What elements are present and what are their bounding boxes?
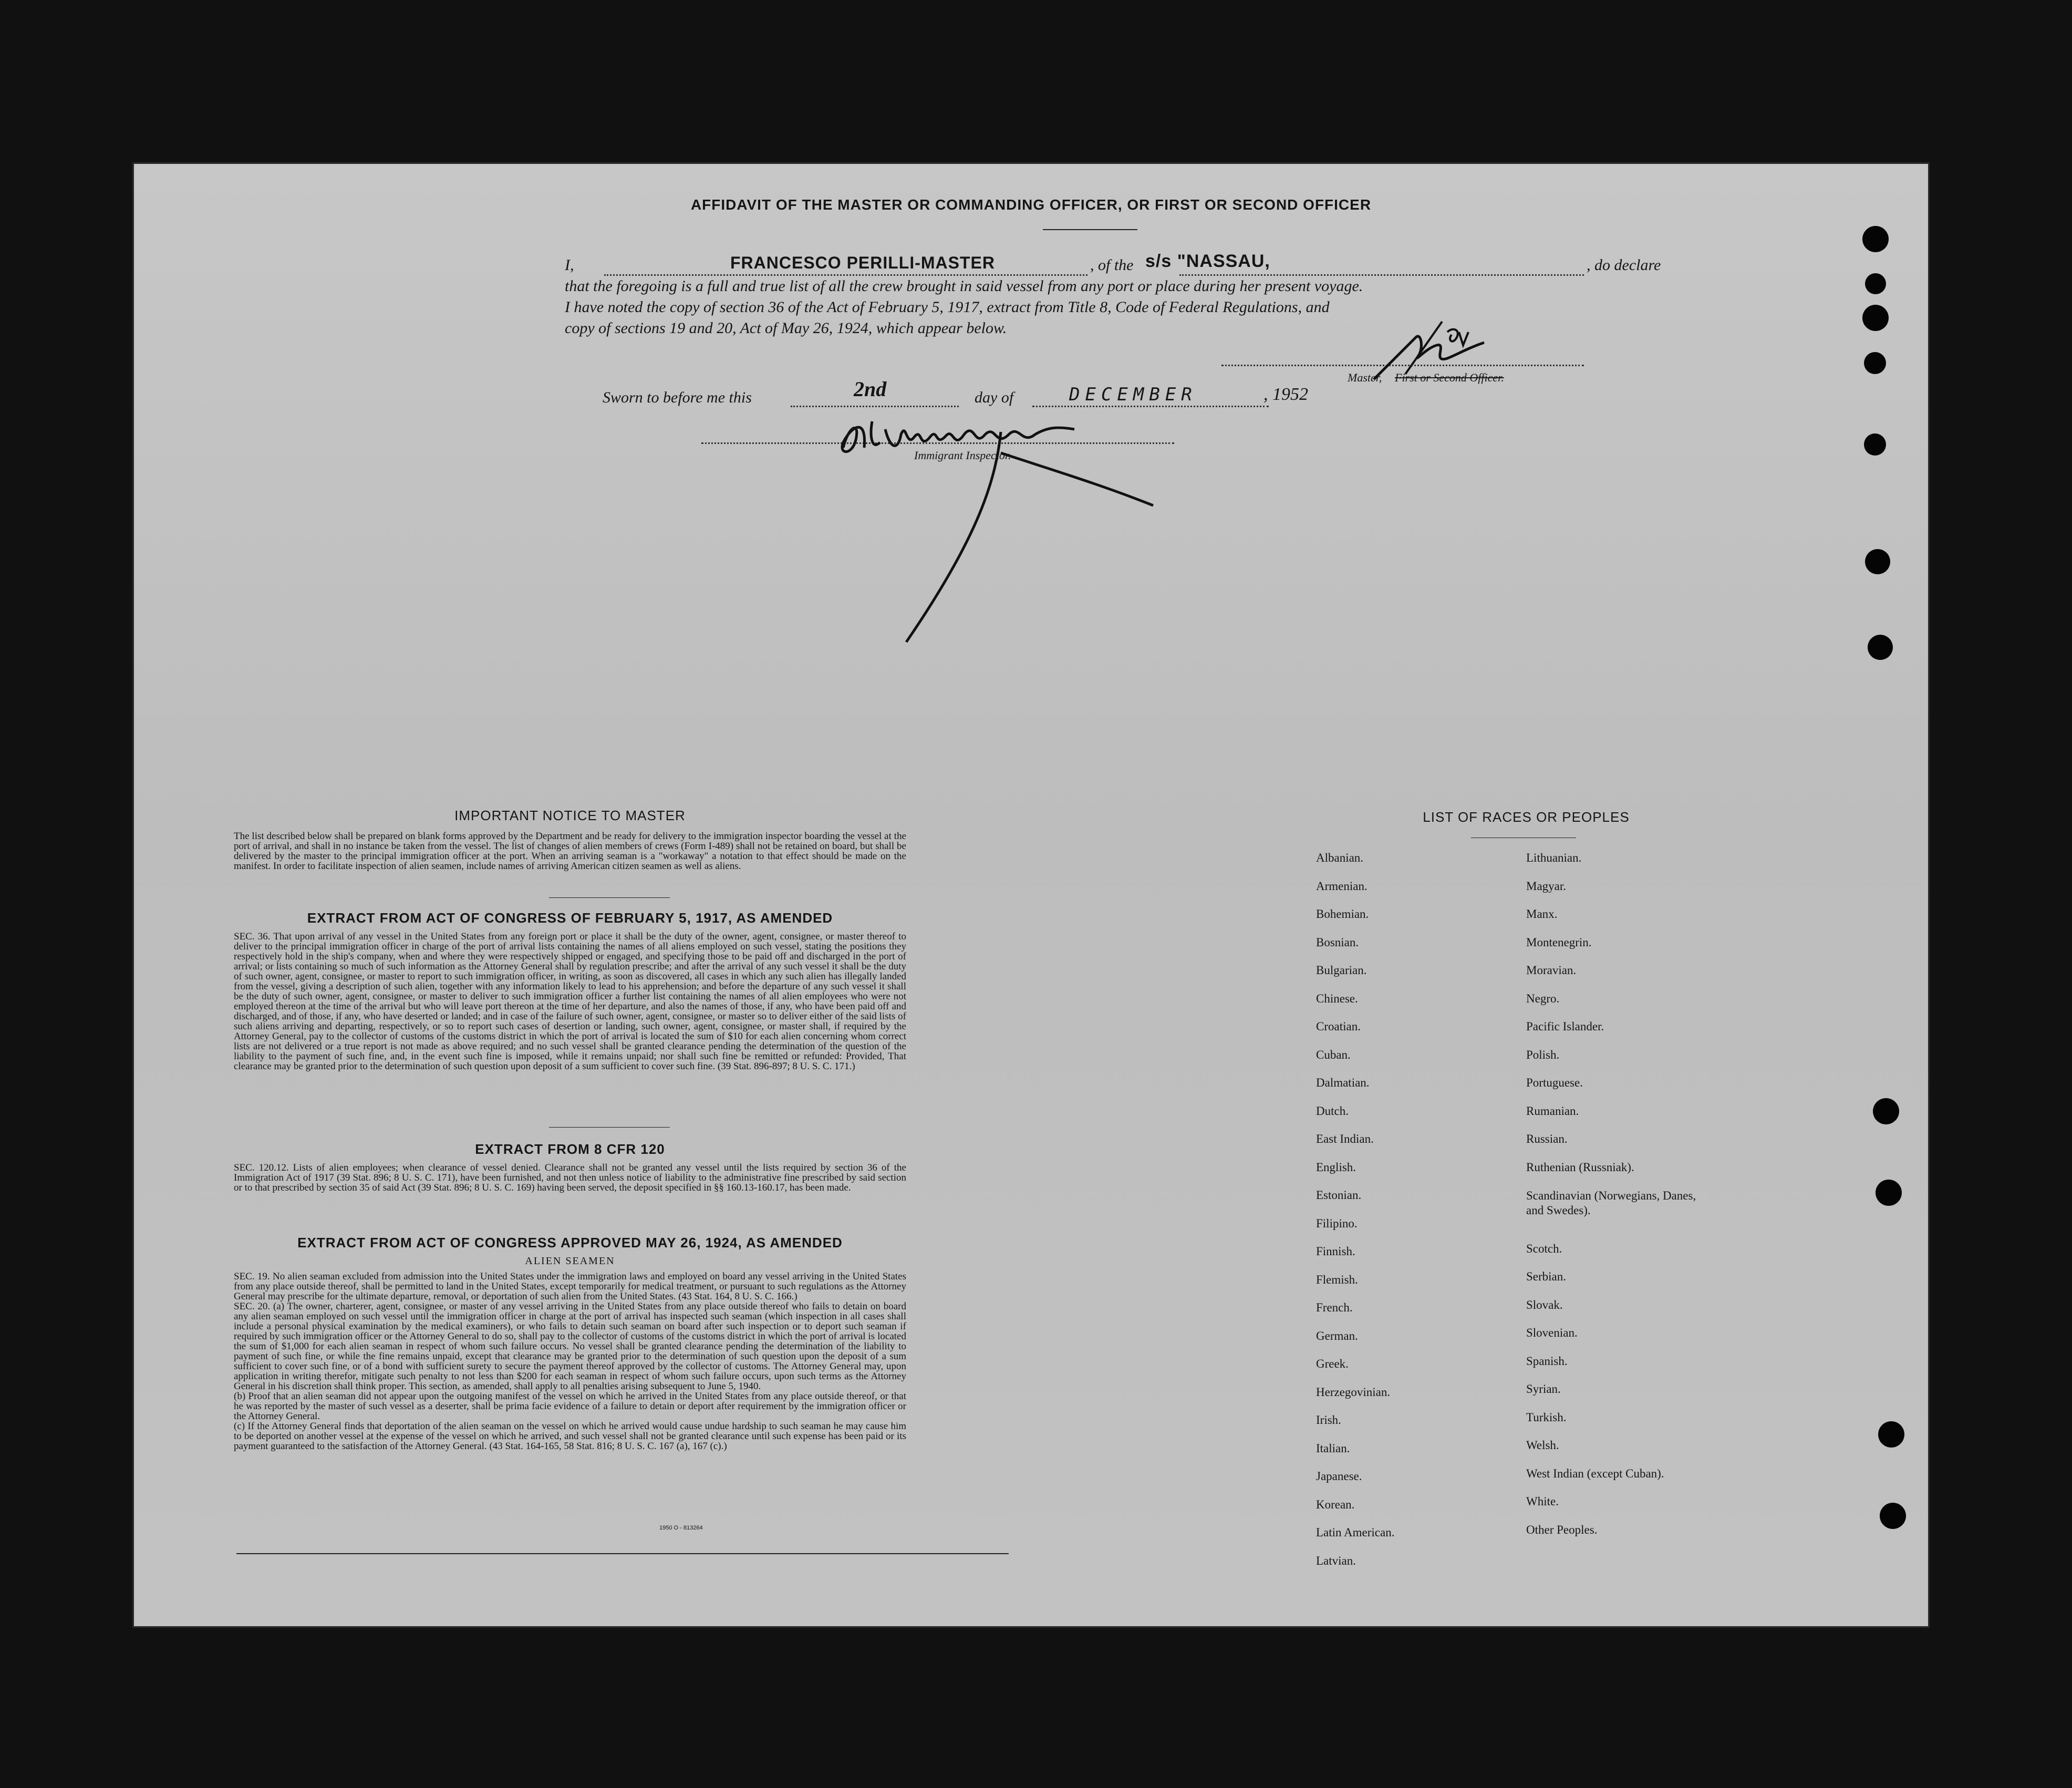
- sworn-label: Sworn to before me this: [603, 389, 752, 406]
- races-left-column: [1316, 851, 1500, 1567]
- race-item: Pacific Islander.: [1526, 1020, 1604, 1033]
- race-item: Ruthenian (Russniak).: [1526, 1160, 1634, 1174]
- race-item: Croatian.: [1316, 1020, 1361, 1033]
- sec-20b-text: (b) Proof that an alien seaman did not appear upon the outgoing manifest of the vessel on which he arrived in the United States from any place outside thereof, or that he was reported by the master of such vessel as a deserter, shall be prima facie evidence of a failure to detain or deport after requirement by the immigration officer or the Attorney General.: [234, 1391, 906, 1422]
- binder-hole: [1868, 635, 1893, 660]
- extract-8cfr-title: EXTRACT FROM 8 CFR 120: [475, 1141, 665, 1157]
- race-item: Herzegovinian.: [1316, 1385, 1391, 1399]
- race-item: Scotch.: [1526, 1242, 1562, 1255]
- day-value: 2nd: [854, 377, 887, 401]
- extract-1917-title: EXTRACT FROM ACT OF CONGRESS OF FEBRUARY 5, 1917, AS AMENDED: [307, 910, 833, 926]
- extract-1917-text: SEC. 36. That upon arrival of any vessel in the United States from any foreign port or place it shall be the duty of the owner, agent, consignee, or master thereof to deliver to the principal immigration officer in charge of the port of arrival lists containing the names of all aliens employed on such vessel, stating the positions they respectively hold in the ship's company, when and where they were respectively shipped or engaged, and specifying those to be paid off and discharged in the port of arrival; or lists containing so much of such information as the Attorney General shall by regulation prescribe; and after the arrival of any such vessel it shall be the duty of such owner, agent, consignee, or master to report to such immigration officer, in writing, as soon as discovered, all cases in which any such alien has illegally landed from the vessel, giving a description of such alien, together with any information likely to lead to his apprehension; and before the departure of any such vessel it shall be the duty of such owner, agent, consignee, or master to deliver to such immigration officer a further list containing the names of all alien employees who were not employed thereon at the time of the arrival but who will leave port thereon at the time of her departure, and also the names of those, if any, who have been paid off and discharged, and of those, if any, who have deserted or landed; and in case of the failure of such owner, agent, consignee, or master so to deliver either of the said lists of such aliens arriving and departing, respectively, or so to report such cases of desertion or landing, such owner, agent, consignee, or master shall, if required by the Attorney General, pay to the collector of customs of the customs district in which the port of arrival is located the sum of $10 for each alien concerning whom correct lists are not delivered or a true report is not made as above required; and no such vessel shall be granted clearance pending the determination of the question of the liability to the payment of such fine, and, in the event such fine is imposed, while it remains unpaid; nor shall such fine be remitted or refunded: Provided, That clearance may be granted prior to the determination of such question upon deposit of a sum sufficient to cover such fine. (39 Stat. 896-897; 8 U. S. C. 171.): [234, 931, 906, 1072]
- race-item: Finnish.: [1316, 1245, 1355, 1258]
- extract-1917-rule: [549, 1127, 670, 1128]
- master-caption: Master,: [1348, 371, 1382, 384]
- race-item: West Indian (except Cuban).: [1526, 1466, 1664, 1480]
- binder-hole: [1865, 549, 1890, 574]
- race-item: Polish.: [1526, 1048, 1560, 1061]
- binder-hole: [1862, 305, 1889, 331]
- race-item: Chinese.: [1316, 991, 1358, 1005]
- race-item: Armenian.: [1316, 879, 1367, 893]
- extract-8cfr-text: SEC. 120.12. Lists of alien employees; when clearance of vessel denied. Clearance shall not be granted any vessel until the lists required by section 36 of the Immigration Act of 1917 (39 Stat. 896; 8 U. S. C. 171), have been furnished, and not then unless notice of liability to the administrative fine prescribed by said section or to that prescribed by section 35 of said Act (39 Stat. 896; 8 U. S. C. 169) having been served, the deposit specified in §§ 160.13-160.17, has been made.: [234, 1162, 906, 1193]
- year-value: , 1952: [1263, 385, 1308, 404]
- race-item: Manx.: [1526, 907, 1558, 921]
- extract-1924-section: [234, 1235, 906, 1451]
- race-item: Magyar.: [1526, 879, 1567, 893]
- race-item: Bosnian.: [1316, 935, 1359, 949]
- binder-hole: [1876, 1180, 1902, 1206]
- race-item: Syrian.: [1526, 1382, 1561, 1396]
- declaration-line-2: I have noted the copy of section 36 of the Act of February 5, 1917, extract from Title 8, Code of Federal Regulations, and: [565, 298, 1330, 316]
- struck-officer-caption: First or Second Officer.: [1395, 371, 1504, 384]
- race-item: Rumanian.: [1526, 1104, 1579, 1118]
- race-item: Negro.: [1526, 991, 1560, 1005]
- printer-mark: 1950 O - 813264: [659, 1525, 703, 1531]
- race-item: French.: [1316, 1301, 1353, 1314]
- race-item: Flemish.: [1316, 1273, 1358, 1286]
- race-item: Filipino.: [1316, 1216, 1358, 1230]
- race-item: White.: [1526, 1495, 1559, 1508]
- month-value: DECEMBER: [1069, 384, 1197, 405]
- pronoun-i: I,: [565, 256, 574, 274]
- day-of-label: day of: [975, 389, 1014, 406]
- race-item: Latvian.: [1316, 1554, 1356, 1567]
- master-name: FRANCESCO PERILLI-MASTER: [730, 253, 995, 272]
- race-item: Spanish.: [1526, 1354, 1568, 1368]
- inspector-signature: [827, 406, 1405, 700]
- race-item: Portuguese.: [1526, 1076, 1583, 1089]
- race-item: Estonian.: [1316, 1188, 1362, 1202]
- race-item: Irish.: [1316, 1413, 1341, 1427]
- race-item: Japanese.: [1316, 1470, 1362, 1483]
- race-item: Korean.: [1316, 1497, 1355, 1511]
- binder-hole: [1873, 1098, 1899, 1124]
- race-item: Bohemian.: [1316, 907, 1369, 921]
- race-item: Greek.: [1316, 1357, 1349, 1370]
- notice-section: [234, 808, 906, 871]
- notice-text: The list described below shall be prepared on blank forms approved by the Department and be ready for delivery to the immigration inspector boarding the vessel at the port of arrival, and shall in no instance be taken from the vessel. The list of changes of alien members of crews (Form I-489) shall not be retained on board, but shall be delivered by the master to the principal immigration officer at the port. When an arriving seaman is a "workaway" a notation to that effect should be made on the manifest. In order to facilitate inspection of alien seamen, include names of arriving American citizen seamen as well as aliens.: [234, 831, 906, 872]
- race-item: Russian.: [1526, 1132, 1568, 1145]
- race-item: German.: [1316, 1329, 1358, 1342]
- inspector-caption: Immigrant Inspector.: [914, 449, 1011, 462]
- notice-rule: [549, 897, 670, 898]
- bottom-rule: [236, 1553, 1009, 1554]
- alien-seamen-subtitle: ALIEN SEAMEN: [525, 1255, 615, 1267]
- race-item: English.: [1316, 1160, 1356, 1174]
- race-item: Albanian.: [1316, 851, 1364, 864]
- race-item: East Indian.: [1316, 1132, 1374, 1145]
- race-item: Cuban.: [1316, 1048, 1351, 1061]
- master-signature: [1369, 316, 1489, 390]
- race-item: Dutch.: [1316, 1104, 1349, 1118]
- races-right-column: [1526, 851, 1820, 1555]
- sec-20c-text: (c) If the Attorney General finds that deportation of the alien seaman on the vessel on which he arrived would cause undue hardship to such seaman he may cause him to be deported on another vessel at the expense of the vessel on which he arrived, and such vessel shall not be granted clearance until such expense has been paid or its payment guaranteed to the satisfaction of the Attorney General. (43 Stat. 164-165, 58 Stat. 816; 8 U. S. C. 167 (a), 167 (c).): [234, 1421, 906, 1452]
- declaration-line-1: that the foregoing is a full and true list of all the crew brought in said vessel from any port or place during her present voyage.: [565, 277, 1363, 295]
- race-item: Dalmatian.: [1316, 1076, 1370, 1089]
- binder-hole: [1864, 352, 1886, 374]
- sec-20a-text: SEC. 20. (a) The owner, charterer, agent, consignee, or master of any vessel arriving in the United States from any place outside thereof who fails to detain on board any alien seaman employed on such vessel until the immigration officer in charge at the port of arrival has inspected such seaman (which inspection in all cases shall include a personal physical examination by the medical examiners), or who fails to detain such seaman on board after such inspection or to deport such seaman if required by such immigration officer or the Attorney General to do so, shall pay to the collector of customs of the customs district in which the port of arrival is located the sum of $1,000 for each alien seaman in respect of whom such failure occurs. No vessel shall be granted clearance pending the determination of the liability to payment of such fine, or while the fine remains unpaid, except that clearance may be granted prior to the determination of such question upon the deposit of a sum sufficient to cover such fine, or of a bond with sufficient surety to secure the payment thereof approved by the collector of customs. The Attorney General may, upon application in writing therefor, mitigate such penalty to not less than $200 for each seaman in respect of whom such failure occurs, upon such terms as the Attorney General in his discretion shall think proper. This section, as amended, shall apply to all penalties arising subsequent to June 5, 1940.: [234, 1301, 906, 1392]
- race-item: Italian.: [1316, 1441, 1350, 1455]
- binder-hole: [1865, 273, 1886, 294]
- declaration-line-3: copy of sections 19 and 20, Act of May 26, 1924, which appear below.: [565, 319, 1007, 337]
- binder-hole: [1880, 1503, 1906, 1529]
- sec-19-text: SEC. 19. No alien seaman excluded from admission into the United States under the immigration laws and employed on board any vessel arriving in the United States from any place outside thereof, shall be permitted to land in the United States, except temporarily for medical treatment, or pursuant to such regulations as the Attorney General may prescribe for the ultimate departure, removal, or deportation of such alien from the United States. (43 Stat. 164, 8 U. S. C. 166.): [234, 1271, 906, 1302]
- binder-hole: [1862, 226, 1889, 252]
- document-page: [134, 164, 1928, 1626]
- title-rule: [1043, 229, 1137, 230]
- extract-8cfr-section: [234, 1141, 906, 1193]
- binder-hole: [1878, 1421, 1904, 1448]
- extract-1917-section: [234, 910, 906, 1071]
- race-item: Latin American.: [1316, 1526, 1395, 1539]
- race-item: Welsh.: [1526, 1439, 1559, 1452]
- race-item: Moravian.: [1526, 964, 1577, 977]
- of-the-label: , of the: [1090, 256, 1134, 274]
- affidavit-title: AFFIDAVIT OF THE MASTER OR COMMANDING OFFICER, OR FIRST OR SECOND OFFICER: [690, 197, 1372, 213]
- race-item: Montenegrin.: [1526, 935, 1592, 949]
- race-item: Other Peoples.: [1526, 1523, 1598, 1536]
- races-title: LIST OF RACES OR PEOPLES: [1423, 809, 1630, 825]
- binder-hole: [1864, 433, 1886, 456]
- vessel-name: s/s "NASSAU,: [1145, 251, 1270, 271]
- notice-title: IMPORTANT NOTICE TO MASTER: [454, 808, 686, 823]
- race-item: Scandinavian (Norwegians, Danes, and Swedes).: [1526, 1189, 1696, 1217]
- race-item: Slovenian.: [1526, 1326, 1578, 1340]
- do-declare-label: , do declare: [1587, 256, 1661, 274]
- extract-1924-title: EXTRACT FROM ACT OF CONGRESS APPROVED MAY 26, 1924, AS AMENDED: [297, 1235, 843, 1250]
- race-item: Serbian.: [1526, 1270, 1567, 1284]
- race-item: Slovak.: [1526, 1298, 1563, 1311]
- race-item: Turkish.: [1526, 1410, 1567, 1424]
- race-item: Lithuanian.: [1526, 851, 1582, 864]
- race-item: Bulgarian.: [1316, 964, 1367, 977]
